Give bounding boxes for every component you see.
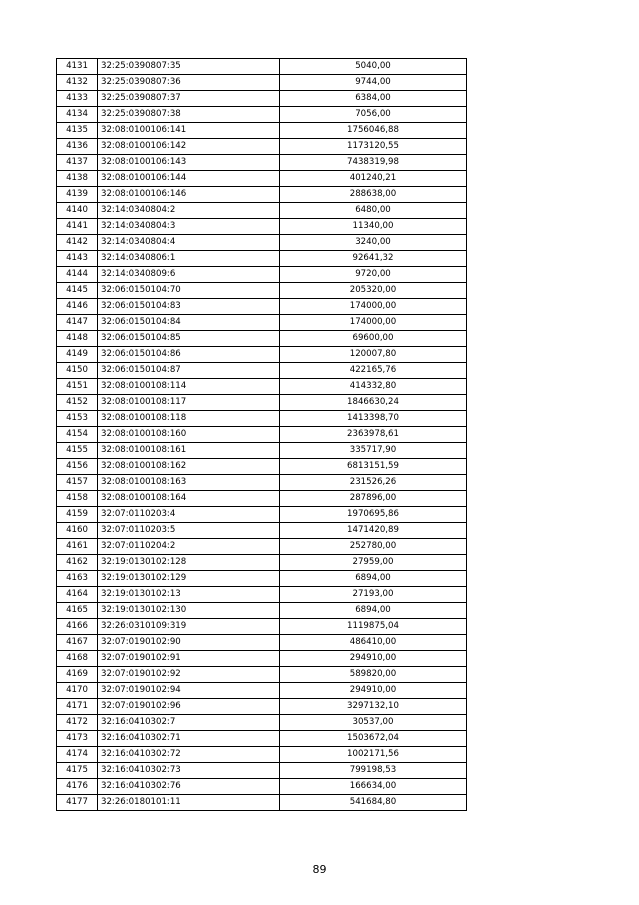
table-row bbox=[57, 699, 467, 715]
row-number-cell: 4157 bbox=[57, 475, 98, 491]
value-cell: 422165,76 bbox=[280, 363, 467, 379]
cadastral-number-cell: 32:07:0190102:94 bbox=[98, 683, 280, 699]
cadastral-number-cell: 32:06:0150104:70 bbox=[98, 283, 280, 299]
row-number-cell: 4135 bbox=[57, 123, 98, 139]
row-number-cell: 4166 bbox=[57, 619, 98, 635]
cadastral-number-cell: 32:08:0100108:118 bbox=[98, 411, 280, 427]
table-row bbox=[57, 283, 467, 299]
value-cell: 1756046,88 bbox=[280, 123, 467, 139]
table-row bbox=[57, 571, 467, 587]
cadastral-number-cell: 32:08:0100106:144 bbox=[98, 171, 280, 187]
cadastral-number-cell: 32:07:0190102:92 bbox=[98, 667, 280, 683]
value-cell: 486410,00 bbox=[280, 635, 467, 651]
table-row bbox=[57, 347, 467, 363]
cadastral-number-cell: 32:08:0100108:117 bbox=[98, 395, 280, 411]
row-number-cell: 4164 bbox=[57, 587, 98, 603]
cadastral-number-cell: 32:06:0150104:83 bbox=[98, 299, 280, 315]
cadastral-number-cell: 32:08:0100106:141 bbox=[98, 123, 280, 139]
row-number-cell: 4150 bbox=[57, 363, 98, 379]
row-number-cell: 4145 bbox=[57, 283, 98, 299]
value-cell: 27959,00 bbox=[280, 555, 467, 571]
table-row bbox=[57, 171, 467, 187]
value-cell: 6480,00 bbox=[280, 203, 467, 219]
row-number-cell: 4168 bbox=[57, 651, 98, 667]
row-number-cell: 4156 bbox=[57, 459, 98, 475]
row-number-cell: 4140 bbox=[57, 203, 98, 219]
row-number-cell: 4138 bbox=[57, 171, 98, 187]
cadastral-number-cell: 32:07:0190102:96 bbox=[98, 699, 280, 715]
table-row bbox=[57, 539, 467, 555]
row-number-cell: 4163 bbox=[57, 571, 98, 587]
cadastral-number-cell: 32:25:0390807:36 bbox=[98, 75, 280, 91]
table-row bbox=[57, 107, 467, 123]
cadastral-number-cell: 32:25:0390807:35 bbox=[98, 59, 280, 75]
value-cell: 231526,26 bbox=[280, 475, 467, 491]
value-cell: 252780,00 bbox=[280, 539, 467, 555]
cadastral-number-cell: 32:06:0150104:85 bbox=[98, 331, 280, 347]
value-cell: 294910,00 bbox=[280, 683, 467, 699]
table-row bbox=[57, 155, 467, 171]
row-number-cell: 4143 bbox=[57, 251, 98, 267]
row-number-cell: 4170 bbox=[57, 683, 98, 699]
value-cell: 1970695,86 bbox=[280, 507, 467, 523]
cadastral-number-cell: 32:26:0310109:319 bbox=[98, 619, 280, 635]
row-number-cell: 4144 bbox=[57, 267, 98, 283]
row-number-cell: 4151 bbox=[57, 379, 98, 395]
cadastral-number-cell: 32:08:0100106:143 bbox=[98, 155, 280, 171]
table-row bbox=[57, 315, 467, 331]
row-number-cell: 4153 bbox=[57, 411, 98, 427]
table-row bbox=[57, 139, 467, 155]
row-number-cell: 4139 bbox=[57, 187, 98, 203]
row-number-cell: 4176 bbox=[57, 779, 98, 795]
table-row bbox=[57, 587, 467, 603]
row-number-cell: 4133 bbox=[57, 91, 98, 107]
value-cell: 294910,00 bbox=[280, 651, 467, 667]
table-row bbox=[57, 763, 467, 779]
cadastral-number-cell: 32:25:0390807:37 bbox=[98, 91, 280, 107]
table-body bbox=[57, 59, 467, 811]
value-cell: 288638,00 bbox=[280, 187, 467, 203]
table-row bbox=[57, 523, 467, 539]
cadastral-number-cell: 32:14:0340806:1 bbox=[98, 251, 280, 267]
table-row bbox=[57, 395, 467, 411]
value-cell: 9720,00 bbox=[280, 267, 467, 283]
table-row bbox=[57, 491, 467, 507]
table-row bbox=[57, 635, 467, 651]
value-cell: 6813151,59 bbox=[280, 459, 467, 475]
table-row bbox=[57, 203, 467, 219]
cadastral-number-cell: 32:08:0100108:164 bbox=[98, 491, 280, 507]
cadastral-number-cell: 32:19:0130102:128 bbox=[98, 555, 280, 571]
cadastral-number-cell: 32:16:0410302:7 bbox=[98, 715, 280, 731]
row-number-cell: 4146 bbox=[57, 299, 98, 315]
value-cell: 1173120,55 bbox=[280, 139, 467, 155]
cadastral-number-cell: 32:16:0410302:71 bbox=[98, 731, 280, 747]
table-row bbox=[57, 507, 467, 523]
value-cell: 9744,00 bbox=[280, 75, 467, 91]
table-row bbox=[57, 91, 467, 107]
cadastral-number-cell: 32:25:0390807:38 bbox=[98, 107, 280, 123]
cadastral-number-cell: 32:19:0130102:130 bbox=[98, 603, 280, 619]
value-cell: 541684,80 bbox=[280, 795, 467, 811]
cadastral-number-cell: 32:16:0410302:76 bbox=[98, 779, 280, 795]
value-cell: 414332,80 bbox=[280, 379, 467, 395]
row-number-cell: 4165 bbox=[57, 603, 98, 619]
row-number-cell: 4174 bbox=[57, 747, 98, 763]
table-row bbox=[57, 603, 467, 619]
table-row bbox=[57, 299, 467, 315]
table-row bbox=[57, 59, 467, 75]
table-row bbox=[57, 363, 467, 379]
value-cell: 5040,00 bbox=[280, 59, 467, 75]
table-row bbox=[57, 555, 467, 571]
value-cell: 174000,00 bbox=[280, 315, 467, 331]
value-cell: 6894,00 bbox=[280, 603, 467, 619]
value-cell: 1002171,56 bbox=[280, 747, 467, 763]
table-row bbox=[57, 779, 467, 795]
table-row bbox=[57, 715, 467, 731]
table-row bbox=[57, 411, 467, 427]
value-cell: 799198,53 bbox=[280, 763, 467, 779]
table-row bbox=[57, 459, 467, 475]
row-number-cell: 4134 bbox=[57, 107, 98, 123]
cadastral-number-cell: 32:08:0100106:146 bbox=[98, 187, 280, 203]
value-cell: 92641,32 bbox=[280, 251, 467, 267]
table-row bbox=[57, 251, 467, 267]
row-number-cell: 4160 bbox=[57, 523, 98, 539]
cadastral-number-cell: 32:08:0100106:142 bbox=[98, 139, 280, 155]
row-number-cell: 4169 bbox=[57, 667, 98, 683]
value-cell: 1503672,04 bbox=[280, 731, 467, 747]
table-row bbox=[57, 651, 467, 667]
table-row bbox=[57, 619, 467, 635]
row-number-cell: 4167 bbox=[57, 635, 98, 651]
row-number-cell: 4172 bbox=[57, 715, 98, 731]
cadastral-number-cell: 32:07:0190102:91 bbox=[98, 651, 280, 667]
cadastral-number-cell: 32:14:0340804:3 bbox=[98, 219, 280, 235]
value-cell: 6894,00 bbox=[280, 571, 467, 587]
row-number-cell: 4177 bbox=[57, 795, 98, 811]
value-cell: 205320,00 bbox=[280, 283, 467, 299]
cadastral-number-cell: 32:14:0340809:6 bbox=[98, 267, 280, 283]
row-number-cell: 4171 bbox=[57, 699, 98, 715]
value-cell: 30537,00 bbox=[280, 715, 467, 731]
row-number-cell: 4158 bbox=[57, 491, 98, 507]
table-row bbox=[57, 235, 467, 251]
value-cell: 174000,00 bbox=[280, 299, 467, 315]
table-row bbox=[57, 379, 467, 395]
row-number-cell: 4162 bbox=[57, 555, 98, 571]
cadastral-number-cell: 32:06:0150104:84 bbox=[98, 315, 280, 331]
row-number-cell: 4147 bbox=[57, 315, 98, 331]
value-cell: 335717,90 bbox=[280, 443, 467, 459]
value-cell: 589820,00 bbox=[280, 667, 467, 683]
table-row bbox=[57, 123, 467, 139]
value-cell: 287896,00 bbox=[280, 491, 467, 507]
cadastral-number-cell: 32:06:0150104:87 bbox=[98, 363, 280, 379]
cadastral-number-cell: 32:08:0100108:163 bbox=[98, 475, 280, 491]
value-cell: 2363978,61 bbox=[280, 427, 467, 443]
table-row bbox=[57, 667, 467, 683]
table-row bbox=[57, 75, 467, 91]
value-cell: 1471420,89 bbox=[280, 523, 467, 539]
value-cell: 6384,00 bbox=[280, 91, 467, 107]
row-number-cell: 4154 bbox=[57, 427, 98, 443]
value-cell: 27193,00 bbox=[280, 587, 467, 603]
cadastral-number-cell: 32:16:0410302:72 bbox=[98, 747, 280, 763]
table-row bbox=[57, 443, 467, 459]
table-row bbox=[57, 267, 467, 283]
row-number-cell: 4159 bbox=[57, 507, 98, 523]
value-cell: 11340,00 bbox=[280, 219, 467, 235]
table-row bbox=[57, 475, 467, 491]
value-cell: 69600,00 bbox=[280, 331, 467, 347]
cadastral-number-cell: 32:07:0110203:4 bbox=[98, 507, 280, 523]
value-cell: 3297132,10 bbox=[280, 699, 467, 715]
cadastral-number-cell: 32:08:0100108:162 bbox=[98, 459, 280, 475]
page-number: 89 bbox=[312, 863, 327, 876]
cadastral-number-cell: 32:08:0100108:161 bbox=[98, 443, 280, 459]
table-row bbox=[57, 795, 467, 811]
value-cell: 166634,00 bbox=[280, 779, 467, 795]
cadastral-number-cell: 32:19:0130102:129 bbox=[98, 571, 280, 587]
table-row bbox=[57, 747, 467, 763]
cadastral-number-cell: 32:26:0180101:11 bbox=[98, 795, 280, 811]
cadastral-number-cell: 32:14:0340804:2 bbox=[98, 203, 280, 219]
table-row bbox=[57, 187, 467, 203]
table-row bbox=[57, 731, 467, 747]
value-cell: 7438319,98 bbox=[280, 155, 467, 171]
value-cell: 3240,00 bbox=[280, 235, 467, 251]
row-number-cell: 4149 bbox=[57, 347, 98, 363]
row-number-cell: 4136 bbox=[57, 139, 98, 155]
table-row bbox=[57, 427, 467, 443]
value-cell: 7056,00 bbox=[280, 107, 467, 123]
cadastral-number-cell: 32:16:0410302:73 bbox=[98, 763, 280, 779]
cadastral-number-cell: 32:07:0190102:90 bbox=[98, 635, 280, 651]
row-number-cell: 4131 bbox=[57, 59, 98, 75]
value-cell: 401240,21 bbox=[280, 171, 467, 187]
cadastral-number-cell: 32:08:0100108:114 bbox=[98, 379, 280, 395]
cadastral-value-table bbox=[56, 58, 467, 811]
cadastral-number-cell: 32:07:0110203:5 bbox=[98, 523, 280, 539]
value-cell: 1846630,24 bbox=[280, 395, 467, 411]
row-number-cell: 4173 bbox=[57, 731, 98, 747]
value-cell: 1119875,04 bbox=[280, 619, 467, 635]
cadastral-number-cell: 32:08:0100108:160 bbox=[98, 427, 280, 443]
table-row bbox=[57, 219, 467, 235]
row-number-cell: 4155 bbox=[57, 443, 98, 459]
row-number-cell: 4137 bbox=[57, 155, 98, 171]
row-number-cell: 4148 bbox=[57, 331, 98, 347]
cadastral-number-cell: 32:19:0130102:13 bbox=[98, 587, 280, 603]
cadastral-number-cell: 32:07:0110204:2 bbox=[98, 539, 280, 555]
row-number-cell: 4161 bbox=[57, 539, 98, 555]
value-cell: 1413398,70 bbox=[280, 411, 467, 427]
row-number-cell: 4152 bbox=[57, 395, 98, 411]
value-cell: 120007,80 bbox=[280, 347, 467, 363]
table-row bbox=[57, 331, 467, 347]
row-number-cell: 4141 bbox=[57, 219, 98, 235]
cadastral-number-cell: 32:06:0150104:86 bbox=[98, 347, 280, 363]
row-number-cell: 4142 bbox=[57, 235, 98, 251]
table-row bbox=[57, 683, 467, 699]
cadastral-number-cell: 32:14:0340804:4 bbox=[98, 235, 280, 251]
row-number-cell: 4132 bbox=[57, 75, 98, 91]
row-number-cell: 4175 bbox=[57, 763, 98, 779]
